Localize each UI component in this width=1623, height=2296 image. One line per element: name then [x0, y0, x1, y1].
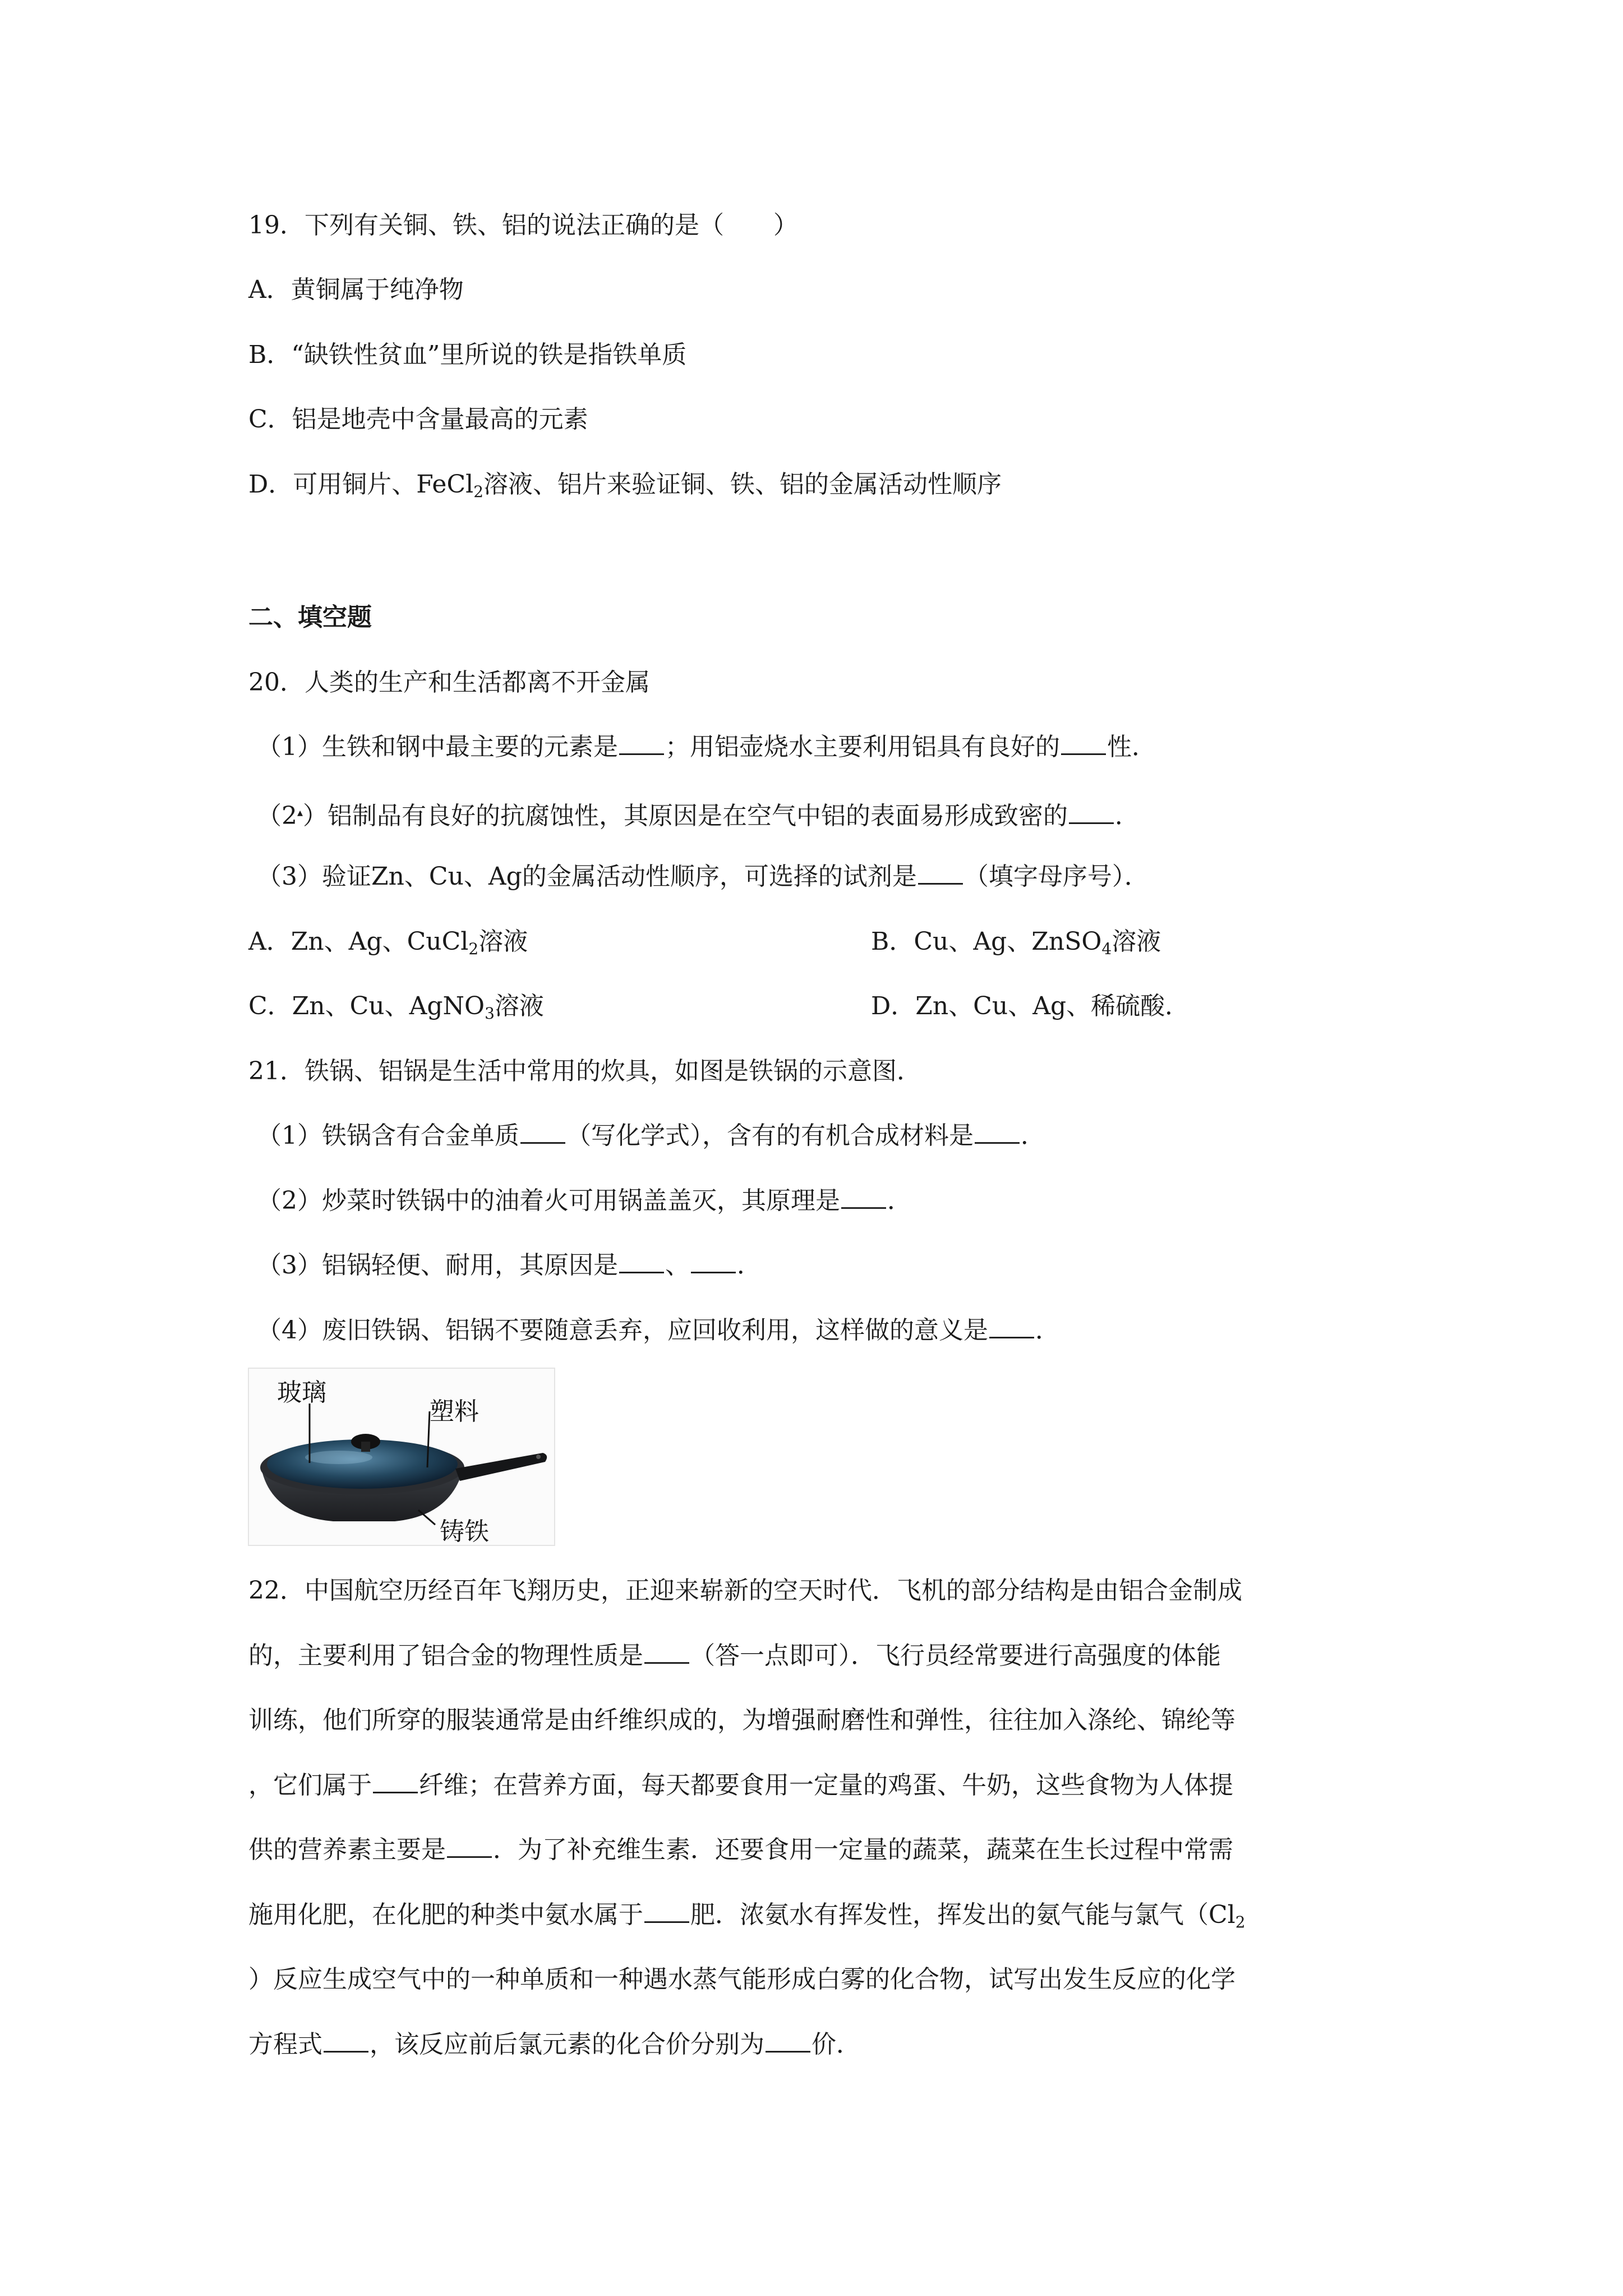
- q20-option-b: B．Cu、Ag、ZnSO$_4$溶液: [871, 927, 1161, 958]
- answer-blank[interactable]: [619, 1253, 664, 1273]
- q20-part3: （3）验证Zn、Cu、Ag的金属活动性顺序，可选择的试剂是 （填字母序号）．: [257, 862, 1149, 891]
- q21-part1: （1）铁锅含有合金单质 （写化学式），含有的有机合成材料是 ．: [257, 1121, 1045, 1150]
- q20-part2: （2▴）铝制品有良好的抗腐蚀性，其原因是在空气中铝的表面易形成致密的 ．: [257, 802, 1140, 830]
- answer-blank[interactable]: [619, 734, 664, 755]
- q19-option-a: A．黄铜属于纯净物: [248, 275, 464, 304]
- q21-part3: （3）铝锅轻便、耐用，其原因是 、 ．: [257, 1251, 762, 1280]
- answer-blank[interactable]: [989, 1318, 1034, 1338]
- q22-line2: 的，主要利用了铝合金的物理性质是 （答一点即可）．飞行员经常要进行高强度的体能: [248, 1641, 1221, 1670]
- answer-blank[interactable]: [644, 1902, 689, 1923]
- q21-part2: （2）炒菜时铁锅中的油着火可用锅盖盖灭，其原理是 ．: [257, 1186, 912, 1215]
- q22-line5: 供的营养素主要是 ．为了补充维生素．还要食用一定量的蔬菜，蔬菜在生长过程中常需: [248, 1835, 1233, 1864]
- q20-options-row2: [248, 990, 1370, 1023]
- q20-option-d: D．Zn、Cu、Ag、稀硫酸．: [871, 992, 1190, 1020]
- q22-line6: 施用化肥，在化肥的种类中氨水属于 肥．浓氨水有挥发性，挥发出的氨气能与氯气（$Cl_2$: [248, 1901, 1246, 1931]
- q20-part1: （1）生铁和钢中最主要的元素是 ；用铝壶烧水主要利用铝具有良好的 性．: [257, 733, 1156, 761]
- answer-blank[interactable]: [766, 2032, 810, 2053]
- q20-options-row1: [248, 925, 1370, 959]
- wok-figure: [248, 1368, 555, 1546]
- q20-option-c: C．Zn、Cu、AgNO$_3$溶液: [248, 992, 544, 1023]
- q19-option-c: C．铝是地壳中含量最高的元素: [248, 405, 588, 434]
- q21-part4: （4）废旧铁锅、铝锅不要随意丢弃，应回收利用，这样做的意义是 ．: [257, 1316, 1060, 1345]
- label-plastic: 塑料: [430, 1397, 479, 1426]
- answer-blank[interactable]: [1061, 734, 1106, 755]
- q22-line3: 训练，他们所穿的服装通常是由纤维织成的，为增强耐磨性和弹性，往往加入涤纶、锦纶等: [248, 1706, 1235, 1734]
- answer-blank[interactable]: [324, 2032, 368, 2053]
- plastic-handle: [455, 1453, 547, 1481]
- answer-blank[interactable]: [520, 1123, 565, 1144]
- label-glass: 玻璃: [277, 1378, 326, 1407]
- section-title: 二、填空题: [248, 603, 372, 632]
- q22-line1: 22．中国航空历经百年飞翔历史，正迎来崭新的空天时代．飞机的部分结构是由铝合金制成: [248, 1576, 1242, 1605]
- answer-blank[interactable]: [918, 864, 963, 885]
- q20-stem: 20．人类的生产和生活都离不开金属: [248, 668, 650, 697]
- q22-line4: ，它们属于 纤维；在营养方面，每天都要食用一定量的鸡蛋、牛奶，这些食物为人体提: [248, 1771, 1233, 1800]
- answer-blank[interactable]: [841, 1188, 886, 1209]
- q21-stem: 21．铁锅、铝锅是生活中常用的炊具，如图是铁锅的示意图．: [248, 1057, 921, 1085]
- answer-blank[interactable]: [644, 1643, 689, 1664]
- q22-line7: ）反应生成空气中的一种单质和一种遇水蒸气能形成白雾的化合物，试写出发生反应的化学: [248, 1965, 1235, 1994]
- q19-stem: 19．下列有关铜、铁、铝的说法正确的是（ ）: [248, 211, 798, 240]
- answer-blank[interactable]: [1069, 803, 1114, 824]
- q19-option-d: D．可用铜片、FeCl$_2$溶液、铝片来验证铜、铁、铝的金属活动性顺序: [248, 470, 1002, 501]
- q19-option-b: B．“缺铁性贫血”里所说的铁是指铁单质: [248, 341, 687, 369]
- answer-blank[interactable]: [975, 1123, 1020, 1144]
- answer-blank[interactable]: [691, 1253, 736, 1273]
- label-cast-iron: 铸铁: [440, 1517, 489, 1546]
- answer-blank[interactable]: [447, 1837, 492, 1858]
- answer-blank[interactable]: [373, 1773, 418, 1793]
- q20-option-a: A．Zn、Ag、CuCl$_2$溶液: [248, 927, 528, 958]
- q22-line8: 方程式 ，该反应前后氯元素的化合价分别为 价．: [248, 2030, 861, 2059]
